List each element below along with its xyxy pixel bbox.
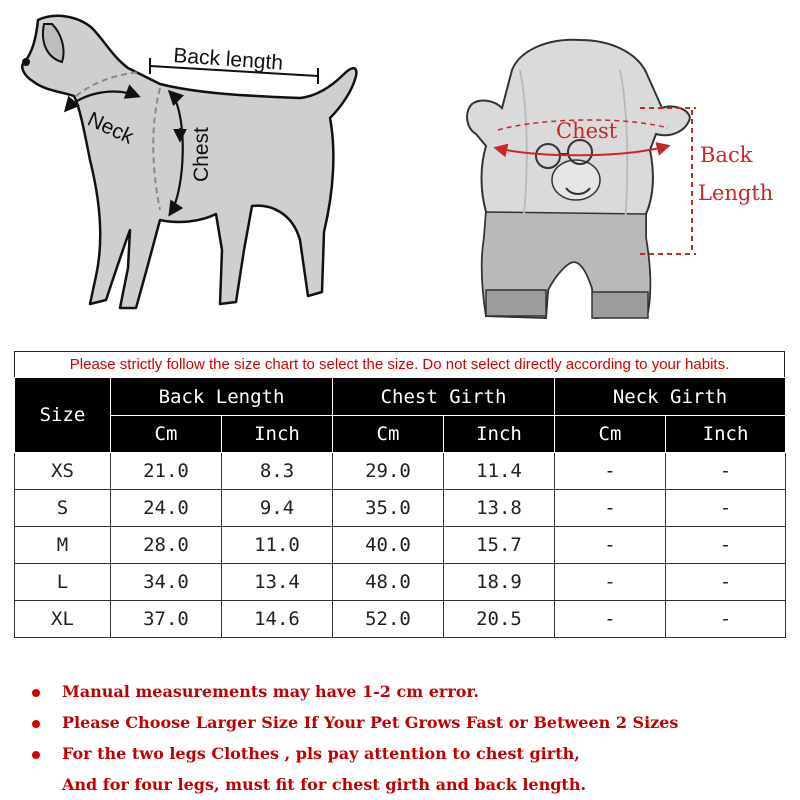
note-continuation: And for four legs, must fit for chest girth and back length. <box>62 775 587 794</box>
illustration-svg <box>0 0 800 345</box>
group-header-chest-girth: Chest Girth <box>333 378 555 416</box>
value-cell: 34.0 <box>111 564 222 601</box>
table-row <box>15 601 786 638</box>
neck-label: Neck <box>83 107 137 149</box>
value-cell: 20.5 <box>444 601 555 638</box>
unit-header: Inch <box>666 416 786 453</box>
garment-illustration <box>467 40 690 318</box>
garment-back-label: Back <box>700 143 753 167</box>
table-row <box>15 490 786 527</box>
value-cell: - <box>555 564 666 601</box>
back-length-measure <box>150 44 318 84</box>
note-item <box>30 738 780 769</box>
size-cell: M <box>15 527 111 564</box>
note-item <box>30 707 780 738</box>
value-cell: 13.8 <box>444 490 555 527</box>
bullet-icon <box>32 751 40 759</box>
value-cell: 52.0 <box>333 601 444 638</box>
unit-header: Cm <box>555 416 666 453</box>
note-text: Manual measurements may have 1-2 cm error. <box>62 682 479 701</box>
illustration-area <box>0 0 800 345</box>
group-header-back-length: Back Length <box>111 378 333 416</box>
value-cell: 35.0 <box>333 490 444 527</box>
value-cell: - <box>666 564 786 601</box>
size-chart-notice: Please strictly follow the size chart to select the size. Do not select directly according to your habits. <box>14 351 785 377</box>
value-cell: 15.7 <box>444 527 555 564</box>
size-chart-table <box>14 377 786 638</box>
notes-list <box>30 676 780 800</box>
value-cell: 28.0 <box>111 527 222 564</box>
unit-header: Cm <box>111 416 222 453</box>
size-cell: XL <box>15 601 111 638</box>
value-cell: - <box>555 453 666 490</box>
unit-header: Inch <box>222 416 333 453</box>
value-cell: 13.4 <box>222 564 333 601</box>
header-row-groups <box>15 378 786 416</box>
value-cell: 18.9 <box>444 564 555 601</box>
note-item <box>30 676 780 707</box>
size-cell: S <box>15 490 111 527</box>
value-cell: 8.3 <box>222 453 333 490</box>
value-cell: 14.6 <box>222 601 333 638</box>
value-cell: 24.0 <box>111 490 222 527</box>
unit-header: Inch <box>444 416 555 453</box>
header-row-units <box>15 416 786 453</box>
value-cell: 11.0 <box>222 527 333 564</box>
value-cell: 21.0 <box>111 453 222 490</box>
value-cell: 48.0 <box>333 564 444 601</box>
value-cell: - <box>555 527 666 564</box>
value-cell: 29.0 <box>333 453 444 490</box>
size-cell: XS <box>15 453 111 490</box>
table-row <box>15 527 786 564</box>
value-cell: - <box>666 601 786 638</box>
value-cell: - <box>666 453 786 490</box>
size-column-header: Size <box>15 378 111 453</box>
value-cell: 11.4 <box>444 453 555 490</box>
note-text: Please Choose Larger Size If Your Pet Grows Fast or Between 2 Sizes <box>62 713 679 732</box>
value-cell: - <box>555 601 666 638</box>
value-cell: 40.0 <box>333 527 444 564</box>
value-cell: - <box>555 490 666 527</box>
bullet-icon <box>32 720 40 728</box>
garment-chest-label: Chest <box>556 119 618 143</box>
table-row <box>15 453 786 490</box>
value-cell: - <box>666 527 786 564</box>
back-length-label: Back length <box>172 44 284 75</box>
garment-length-label: Length <box>698 181 774 205</box>
value-cell: 9.4 <box>222 490 333 527</box>
table-row <box>15 564 786 601</box>
bullet-icon <box>32 689 40 697</box>
value-cell: 37.0 <box>111 601 222 638</box>
note-text: For the two legs Clothes , pls pay attention to chest girth, <box>62 744 580 763</box>
size-cell: L <box>15 564 111 601</box>
chest-label: Chest <box>190 127 213 182</box>
value-cell: - <box>666 490 786 527</box>
unit-header: Cm <box>333 416 444 453</box>
group-header-neck-girth: Neck Girth <box>555 378 786 416</box>
